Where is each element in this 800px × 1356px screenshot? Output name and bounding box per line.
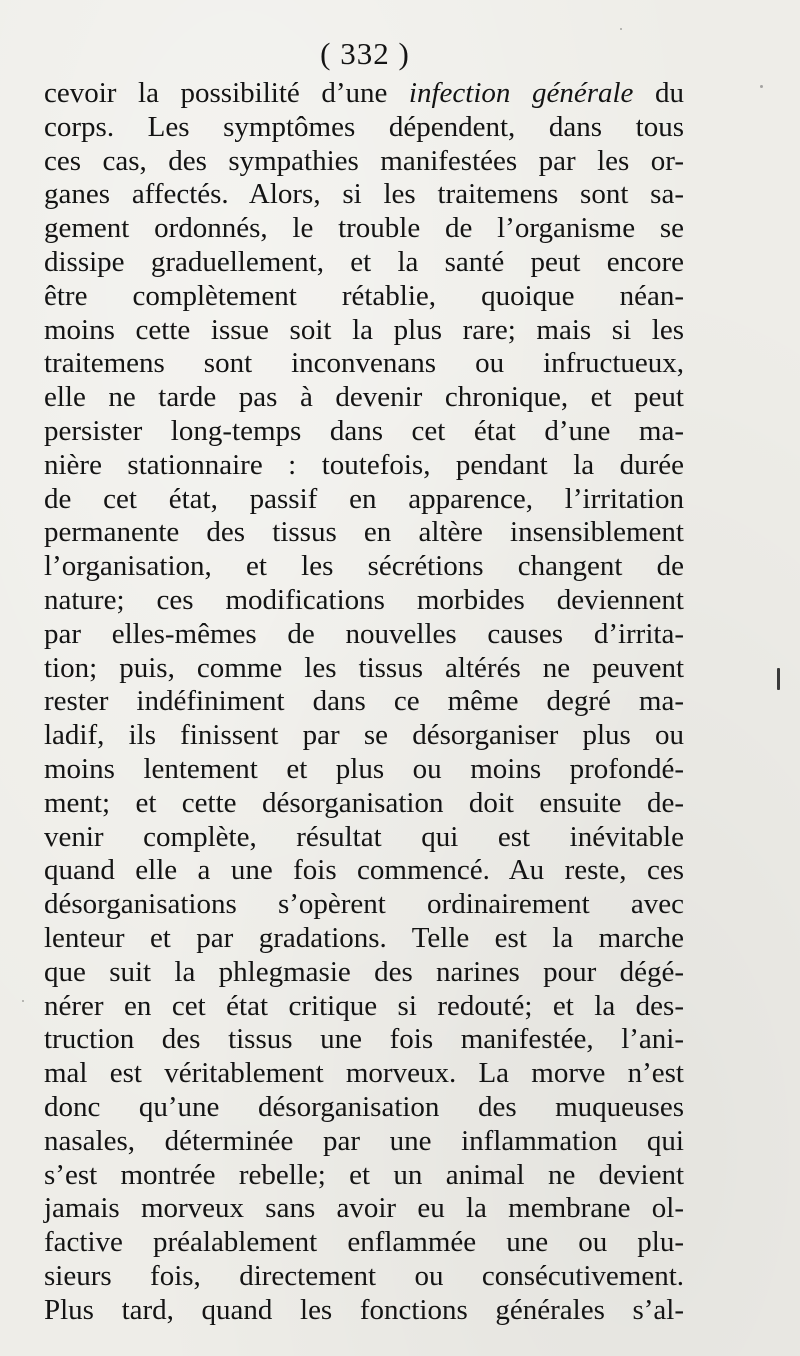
text-line: tion; puis, comme les tissus altérés ne peuvent	[44, 651, 684, 684]
margin-mark	[777, 668, 780, 690]
text-line: sieurs fois, directement ou consécutivement.	[44, 1259, 684, 1292]
text-line: Plus tard, quand les fonctions générales s’al-	[44, 1293, 684, 1326]
text-line: lenteur et par gradations. Telle est la marche	[44, 921, 684, 954]
page-number: ( 332 )	[320, 36, 410, 71]
text-line: quand elle a une fois commencé. Au reste, ces	[44, 854, 684, 887]
text-line: l’organisation, et les sécrétions changent de	[44, 550, 684, 583]
text-line: nature; ces modifications morbides deviennent	[44, 583, 684, 616]
text-line: mal est véritablement morveux. La morve n’est	[44, 1057, 684, 1090]
text-line: ladif, ils finissent par se désorganiser plus ou	[44, 719, 684, 752]
text-line: donc qu’une désorganisation des muqueuses	[44, 1090, 684, 1123]
text-line: désorganisations s’opèrent ordinairement avec	[44, 888, 684, 921]
text-line: gement ordonnés, le trouble de l’organisme se	[44, 212, 684, 245]
paper-speck	[620, 28, 622, 30]
text-line: nasales, déterminée par une inflammation qui	[44, 1124, 684, 1157]
text-line: de cet état, passif en apparence, l’irritation	[44, 482, 684, 515]
body-text	[44, 77, 684, 1327]
text-line: nérer en cet état critique si redouté; et la des-	[44, 989, 684, 1022]
text-line: jamais morveux sans avoir eu la membrane ol-	[44, 1192, 684, 1225]
text-line: nière stationnaire : toutefois, pendant la durée	[44, 448, 684, 481]
text-line: cevoir la possibilité d’une infection générale du	[44, 77, 684, 109]
text-line: truction des tissus une fois manifestée, l’ani-	[44, 1023, 684, 1056]
paper-speck	[22, 1000, 24, 1002]
text-line: ces cas, des sympathies manifestées par les or-	[44, 144, 684, 177]
text-line: elle ne tarde pas à devenir chronique, et peut	[44, 381, 684, 414]
text-line: traitemens sont inconvenans ou infructueux,	[44, 347, 684, 380]
text-line: permanente des tissus en altère insensiblement	[44, 516, 684, 549]
text-line: corps. Les symptômes dépendent, dans tous	[44, 110, 684, 143]
text-line: persister long-temps dans cet état d’une ma-	[44, 414, 684, 447]
text-line: s’est montrée rebelle; et un animal ne devient	[44, 1158, 684, 1191]
text-line: factive préalablement enflammée une ou plu-	[44, 1226, 684, 1259]
text-line: que suit la phlegmasie des narines pour dégé-	[44, 955, 684, 988]
text-line: ganes affectés. Alors, si les traitemens sont sa-	[44, 178, 684, 211]
text-line: dissipe graduellement, et la santé peut encore	[44, 245, 684, 278]
text-line: ment; et cette désorganisation doit ensuite de-	[44, 786, 684, 819]
text-line: moins cette issue soit la plus rare; mais si les	[44, 313, 684, 346]
paper-speck	[760, 85, 763, 88]
text-line: moins lentement et plus ou moins profondé-	[44, 752, 684, 785]
text-line: être complètement rétablie, quoique néan-	[44, 279, 684, 312]
text-line: par elles-mêmes de nouvelles causes d’irrita-	[44, 617, 684, 650]
text-line: venir complète, résultat qui est inévitable	[44, 820, 684, 853]
text-line: rester indéfiniment dans ce même degré ma-	[44, 685, 684, 718]
